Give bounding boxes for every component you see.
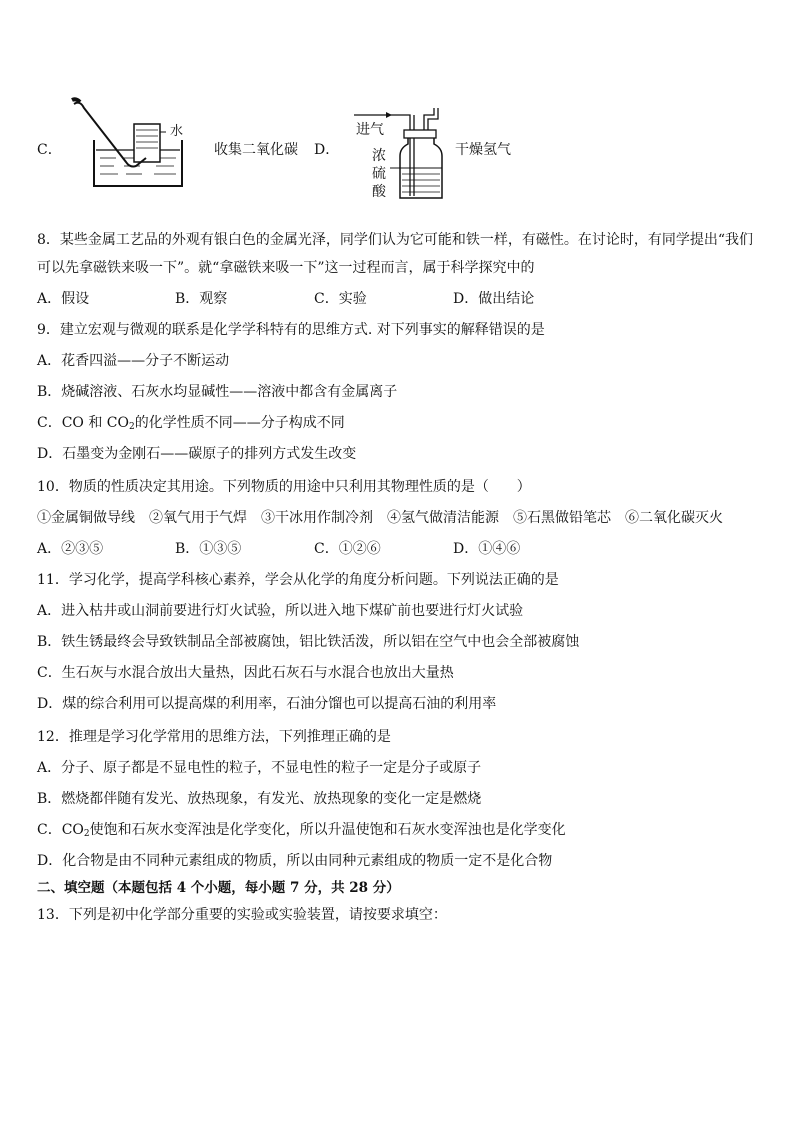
option-c-label: C． xyxy=(37,142,62,158)
q9-option-c-sub: 2 xyxy=(129,422,135,432)
q9-option-a: A．花香四溢——分子不断运动 xyxy=(37,353,230,369)
water-label: 水 xyxy=(170,124,184,139)
q8-option-a: A．假设 xyxy=(37,291,90,307)
acid-label-2: 硫 xyxy=(372,166,386,182)
q8-option-d: D．做出结论 xyxy=(453,291,535,307)
q8-stem-line1: 8．某些金属工艺品的外观有银白色的金属光泽，同学们认为它可能和铁一样，有磁性。在讨论时，有同学提出“我们 xyxy=(37,232,754,248)
q10-items: ①金属铜做导线 ②氧气用于气焊 ③干冰用作制冷剂 ④氢气做清洁能源 ⑤石黑做铅笔芯 ⑥二氧化碳灭火 xyxy=(37,510,723,526)
section-heading: 二、填空题（本题包括 4 个小题，每小题 7 分，共 28 分） xyxy=(37,880,400,896)
q12-option-c-post: 使饱和石灰水变浑浊是化学变化，所以升温使饱和石灰水变浑浊也是化学变化 xyxy=(89,822,566,838)
q12-option-c xyxy=(37,820,566,844)
q12-option-d: D．化合物是由不同种元素组成的物质，所以由同种元素组成的物质一定不是化合物 xyxy=(37,853,553,869)
q9-option-c-post: 的化学性质不同——分子构成不同 xyxy=(134,415,345,431)
q11-option-a: A．进入枯井或山洞前要进行灯火试验，所以进入地下煤矿前也要进行灯火试验 xyxy=(37,603,524,619)
q9-option-c xyxy=(37,413,345,437)
q12-option-a: A．分子、原子都是不显电性的粒子，不显电性的粒子一定是分子或原子 xyxy=(37,760,482,776)
q10-stem: 10．物质的性质决定其用途。下列物质的用途中只利用其物理性质的是（ ） xyxy=(37,479,531,495)
q11-option-d: D．煤的综合利用可以提高煤的利用率，石油分馏也可以提高石油的利用率 xyxy=(37,696,497,712)
q10-option-a: A．②③⑤ xyxy=(37,541,104,557)
gas-drying-bottle xyxy=(350,108,450,204)
q9-stem: 9．建立宏观与微观的联系是化学学科特有的思维方式. 对下列事实的解释错误的是 xyxy=(37,322,545,338)
option-d-caption: 干燥氢气 xyxy=(455,142,511,158)
q8-option-c: C．实验 xyxy=(314,291,367,307)
q11-option-c: C．生石灰与水混合放出大量热，因此石灰石与水混合也放出大量热 xyxy=(37,665,454,681)
q11-stem: 11．学习化学，提高学科核心素养，学会从化学的角度分析问题。下列说法正确的是 xyxy=(37,572,559,588)
option-d-label: D． xyxy=(314,142,340,158)
q9-option-d: D．石墨变为金刚石——碳原子的排列方式发生改变 xyxy=(37,446,357,462)
q8-stem-line2: 可以先拿磁铁来吸一下”。就“拿磁铁来吸一下”这一过程而言，属于科学探究中的 xyxy=(37,260,535,276)
q12-option-c-sub: 2 xyxy=(83,829,90,839)
q13-stem: 13．下列是初中化学部分重要的实验或实验装置，请按要求填空： xyxy=(37,907,447,923)
q9-option-b: B．烧碱溶液、石灰水均显碱性——溶液中都含有金属离子 xyxy=(37,384,398,400)
q10-option-d: D．①④⑥ xyxy=(453,541,521,557)
q12-option-b: B．燃烧都伴随有发光、放热现象，有发光、放热现象的变化一定是燃烧 xyxy=(37,791,482,807)
acid-label-1: 浓 xyxy=(372,148,386,164)
q12-option-c-pre: C．CO xyxy=(37,822,84,838)
co2-collection-apparatus xyxy=(66,96,196,191)
q10-option-b: B．①③⑤ xyxy=(175,541,242,557)
q11-option-b: B．铁生锈最终会导致铁制品全部被腐蚀，铝比铁活泼，所以铝在空气中也会全部被腐蚀 xyxy=(37,634,580,650)
q12-stem: 12．推理是学习化学常用的思维方法，下列推理正确的是 xyxy=(37,729,391,745)
option-c-caption: 收集二氧化碳 xyxy=(214,142,298,158)
q9-option-c-pre: C．CO 和 CO xyxy=(37,415,129,431)
q10-option-c: C．①②⑥ xyxy=(314,541,381,557)
q8-option-b: B．观察 xyxy=(175,291,228,307)
gas-inlet-label: 进气 xyxy=(356,122,384,138)
acid-label-3: 酸 xyxy=(372,184,386,200)
